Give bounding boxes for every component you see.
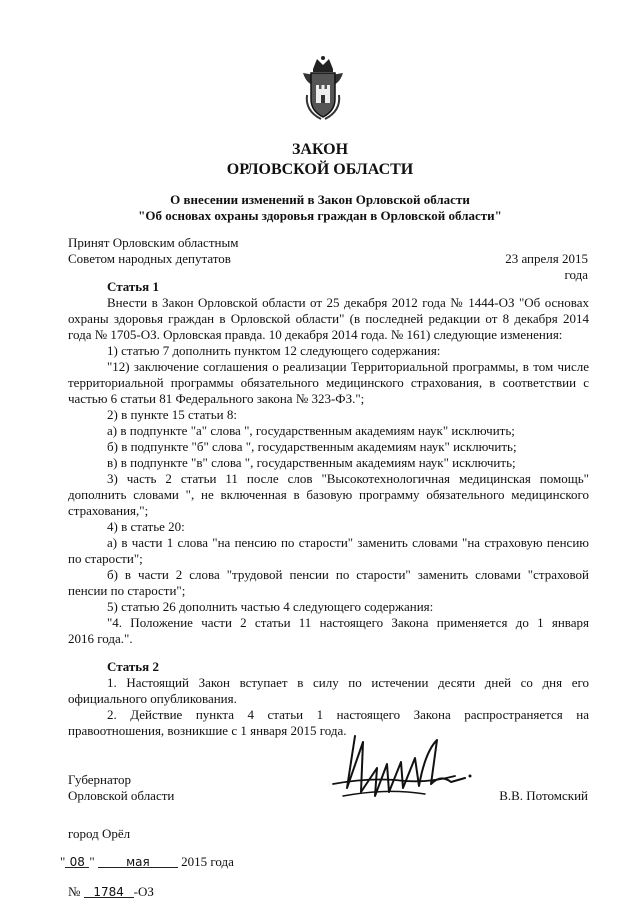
article1-intro-line: года № 1705-ОЗ. Орловская правда. 10 декабря 2014 года. № 161) следующие изменения: — [68, 327, 563, 342]
article1-item: частью 6 статьи 81 Федерального закона № 323-ФЗ."; — [68, 391, 365, 406]
date-day: 08 — [65, 854, 89, 868]
adopted-by-line1: Принят Орловским областным — [68, 235, 239, 250]
law-subtitle-line1: О внесении изменений в Закон Орловской области — [170, 192, 470, 207]
article2-line: официального опубликования. — [68, 691, 237, 706]
article1-item: дополнить словами ", не включенная в базовую программу обязательного медицинского — [68, 487, 589, 502]
region-title: ОРЛОВСКОЙ ОБЛАСТИ — [226, 161, 414, 178]
law-title: ЗАКОН — [291, 141, 349, 158]
law-number-value: 1784 — [84, 884, 134, 898]
adoption-date: 23 апреля 2015 года — [505, 251, 588, 282]
article1-heading: Статья 1 — [107, 279, 159, 294]
article1-item: б) в подпункте "б" слова ", государственным академиям наук" исключить; — [107, 439, 517, 454]
signer-position-line2: Орловской области — [68, 788, 175, 803]
article1-item: 2016 года.". — [68, 631, 133, 646]
city: город Орёл — [68, 826, 131, 841]
article1-item: а) в части 1 слова "на пенсию по старости" заменить словами "на страховую пенсию — [107, 535, 589, 550]
article1-item: 1) статью 7 дополнить пунктом 12 следующего содержания: — [107, 343, 441, 358]
article1-item: территориальной программы обязательного медицинского страхования, в соответствии с — [68, 375, 589, 390]
signer-position-line1: Губернатор — [68, 772, 131, 787]
date-month: мая — [98, 854, 178, 868]
article2-line: правоотношения, возникшие с 1 января 2015 года. — [68, 723, 347, 738]
orel-coat-of-arms-icon — [301, 55, 345, 121]
article1-item: "12) заключение соглашения о реализации Территориальной программы, в том числе — [107, 359, 589, 374]
article1-item: 4) в статье 20: — [107, 519, 185, 534]
signer-name: В.В. Потомский — [499, 788, 588, 803]
law-number-suffix: -ОЗ — [133, 884, 154, 899]
article1-item: пенсии по старости"; — [68, 583, 186, 598]
article1-item: по старости"; — [68, 551, 143, 566]
number-sign: № — [68, 884, 81, 899]
date-quote-open: " — [60, 854, 66, 869]
article1-item: 3) часть 2 статьи 11 после слов "Высокотехнологичная медицинская помощь" — [107, 471, 589, 486]
article1-item: страхования,"; — [68, 503, 149, 518]
handwritten-signature — [325, 722, 475, 804]
article1-item: а) в подпункте "а" слова ", государственным академиям наук" исключить; — [107, 423, 515, 438]
law-number — [68, 884, 218, 900]
article1-item: в) в подпункте "в" слова ", государственным академиям наук" исключить; — [107, 455, 516, 470]
date-year: 2015 года — [181, 854, 234, 869]
article1-item: "4. Положение части 2 статьи 11 настоящего Закона применяется до 1 января — [107, 615, 589, 630]
article2-heading: Статья 2 — [107, 659, 159, 674]
signing-date — [60, 854, 260, 870]
article1-item: б) в части 2 слова "трудовой пенсии по старости" заменить словами "страховой — [107, 567, 589, 582]
article2-line: 1. Настоящий Закон вступает в силу по истечении десяти дней со дня его — [107, 675, 589, 690]
article1-item: 2) в пункте 15 статьи 8: — [107, 407, 237, 422]
article1-intro-line: охраны здоровья граждан в Орловской области" (в последней редакции от 8 декабря 2014 — [68, 311, 589, 326]
law-subtitle-line2: "Об основах охраны здоровья граждан в Орловской области" — [138, 208, 502, 223]
article1-intro-line: Внести в Закон Орловской области от 25 декабря 2012 года № 1444-ОЗ "Об основах — [107, 295, 589, 310]
date-quote-close: " — [89, 854, 95, 869]
article2-line: 2. Действие пункта 4 статьи 1 настоящего Закона распространяется на — [107, 707, 589, 722]
article1-item: 5) статью 26 дополнить частью 4 следующего содержания: — [107, 599, 434, 614]
adopted-by-line2: Советом народных депутатов — [68, 251, 231, 266]
